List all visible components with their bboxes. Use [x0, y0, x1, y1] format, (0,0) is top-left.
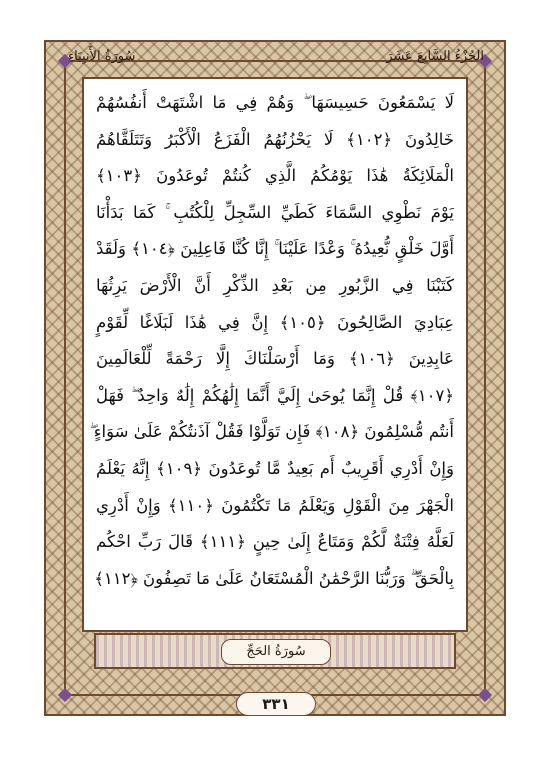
verse-line: الْمَلَائِكَةُ هَٰذَا يَوْمُكُمُ الَّذِي كُنتُمْ تُوعَدُونَ ﴿١٠٣﴾ [96, 166, 454, 186]
verse-line: عَابِدِينَ ﴿١٠٦﴾ وَمَا أَرْسَلْنَاكَ إِلَّا رَحْمَةً لِّلْعَالَمِينَ [96, 349, 454, 369]
next-surah-banner [94, 633, 456, 669]
next-surah-title: سُورَةُ الحَجِّ [221, 639, 331, 665]
verse-line: كَتَبْنَا فِي الزَّبُورِ مِن بَعْدِ الذِّكْرِ أَنَّ الْأَرْضَ يَرِثُهَا [96, 275, 454, 295]
page-number: ٣٣١ [236, 692, 316, 716]
verse-line: لَا يَسْمَعُونَ حَسِيسَهَا ۖ وَهُمْ فِي مَا اشْتَهَتْ أَنفُسُهُمْ [96, 93, 454, 112]
page-header [56, 46, 494, 74]
verse-line: لَعَلَّهُ فِتْنَةٌ لَّكُمْ وَمَتَاعٌ إِلَىٰ حِينٍ ﴿١١١﴾ قَالَ رَبِّ احْكُم [96, 532, 454, 552]
verse-line: عِبَادِيَ الصَّالِحُونَ ﴿١٠٥﴾ إِنَّ فِي هَٰذَا لَبَلَاغًا لِّقَوْمٍ [96, 312, 454, 332]
verse-line: أَنتُم مُّسْلِمُونَ ﴿١٠٨﴾ فَإِن تَوَلَّوْا فَقُلْ آذَنتُكُمْ عَلَىٰ سَوَاءٍ ۖ [89, 422, 454, 442]
surah-name: سُورَةُ الأَنبِيَاءِ [68, 49, 136, 64]
verse-line: بِالْحَقِّ ۗ وَرَبُّنَا الرَّحْمَٰنُ الْمُسْتَعَانُ عَلَىٰ مَا تَصِفُونَ ﴿١١٢﴾ [94, 568, 454, 588]
verse-line: الْجَهْرَ مِنَ الْقَوْلِ وَيَعْلَمُ مَا تَكْتُمُونَ ﴿١١٠﴾ وَإِنْ أَدْرِي [96, 495, 454, 515]
verse-line: أَوَّلَ خَلْقٍ نُّعِيدُهُ ۚ وَعْدًا عَلَيْنَا ۚ إِنَّا كُنَّا فَاعِلِينَ ﴿١٠٤﴾ وَلَقَدْ [96, 239, 455, 259]
juz-name: الجُزْءُ السَّابِعَ عَشَرَ [386, 49, 484, 64]
verse-line: وَإِنْ أَدْرِي أَقَرِيبٌ أَم بَعِيدٌ مَّا تُوعَدُونَ ﴿١٠٩﴾ إِنَّهُ يَعْلَمُ [96, 458, 454, 478]
verse-line: يَوْمَ نَطْوِي السَّمَاءَ كَطَيِّ السِّجِلِّ لِلْكُتُبِ ۚ كَمَا بَدَأْنَا [96, 202, 454, 222]
quran-text-area [82, 77, 468, 632]
verse-line: ﴿١٠٧﴾ قُلْ إِنَّمَا يُوحَىٰ إِلَيَّ أَنَّمَا إِلَٰهُكُمْ إِلَٰهٌ وَاحِدٌ ۖ فَهَلْ [96, 385, 454, 405]
verse-lines [89, 85, 455, 597]
verse-line: خَالِدُونَ ﴿١٠٢﴾ لَا يَحْزُنُهُمُ الْفَزَعُ الْأَكْبَرُ وَتَتَلَقَّاهُمُ [96, 129, 454, 149]
